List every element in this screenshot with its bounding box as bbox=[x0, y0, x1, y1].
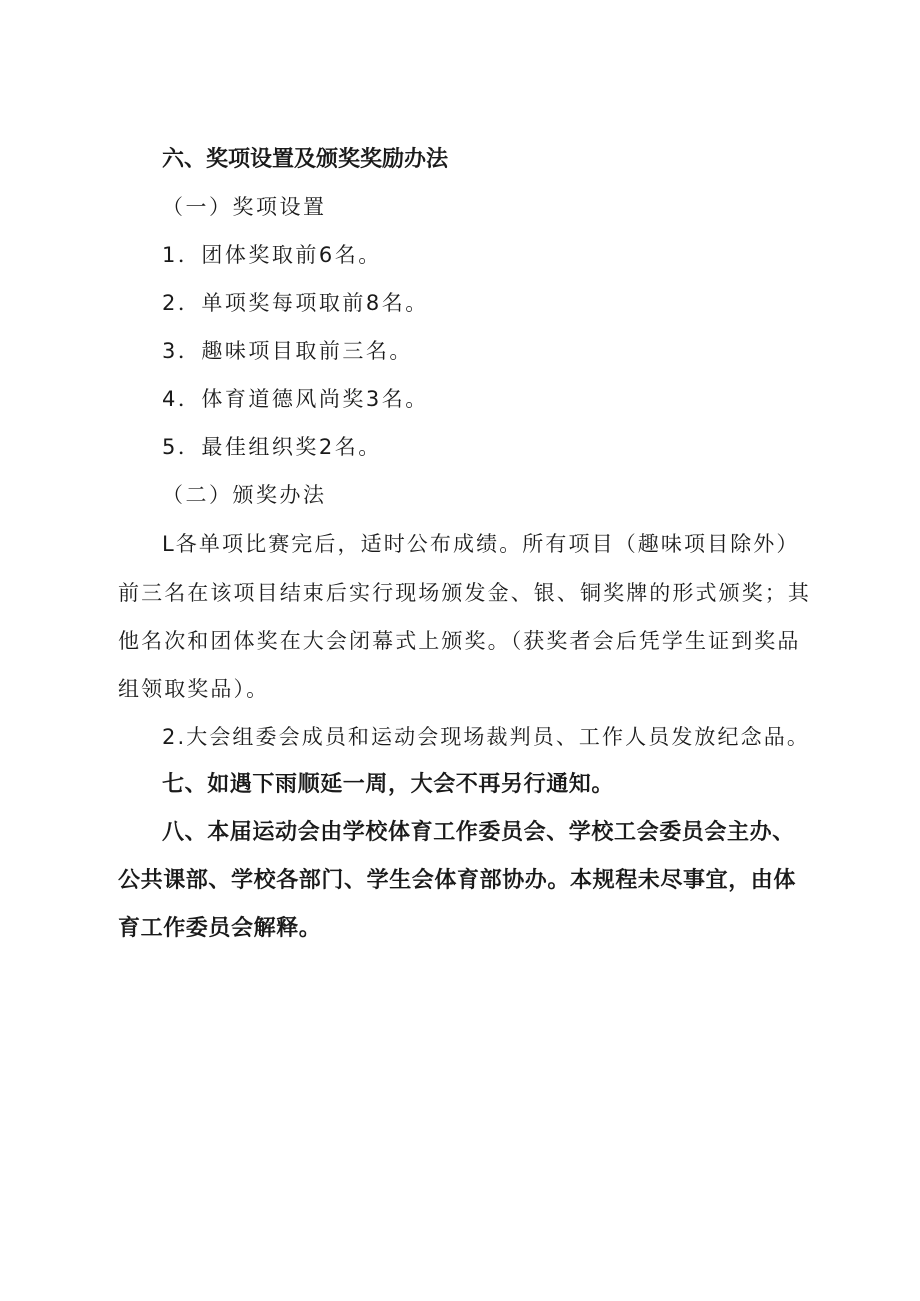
paragraph-line: 前三名在该项目结束后实行现场颁发金、银、铜奖牌的形式颁奖；其 bbox=[118, 581, 811, 605]
section-8-line: 育工作委员会解释。 bbox=[118, 916, 322, 941]
subsection-1-heading: （一）奖项设置 bbox=[162, 195, 327, 219]
paragraph-line: 他名次和团体奖在大会闭幕式上颁奖。（获奖者会后凭学生证到奖品 bbox=[118, 629, 801, 653]
award-item: 1．团体奖取前6名。 bbox=[162, 243, 382, 267]
paragraph-line: L各单项比赛完后，适时公布成绩。所有项目（趣味项目除外） bbox=[162, 532, 800, 556]
award-item: 2．单项奖每项取前8名。 bbox=[162, 291, 429, 315]
paragraph-2: 2.大会组委会成员和运动会现场裁判员、工作人员发放纪念品。 bbox=[162, 725, 810, 749]
paragraph-line: 组领取奖品）。 bbox=[118, 677, 270, 701]
section-7-text: 七、如遇下雨顺延一周，大会不再另行通知。 bbox=[162, 772, 615, 797]
section-8-line: 公共课部、学校各部门、学生会体育部协办。本规程未尽事宜，由体 bbox=[118, 868, 797, 893]
section-6-heading: 六、奖项设置及颁奖奖励办法 bbox=[162, 147, 449, 172]
award-item: 5．最佳组织奖2名。 bbox=[162, 435, 382, 459]
award-item: 3．趣味项目取前三名。 bbox=[162, 339, 413, 363]
award-item: 4．体育道德风尚奖3名。 bbox=[162, 387, 429, 411]
subsection-2-heading: （二）颁奖办法 bbox=[162, 483, 327, 507]
section-8-line: 八、本届运动会由学校体育工作委员会、学校工会委员会主办、 bbox=[162, 820, 795, 845]
